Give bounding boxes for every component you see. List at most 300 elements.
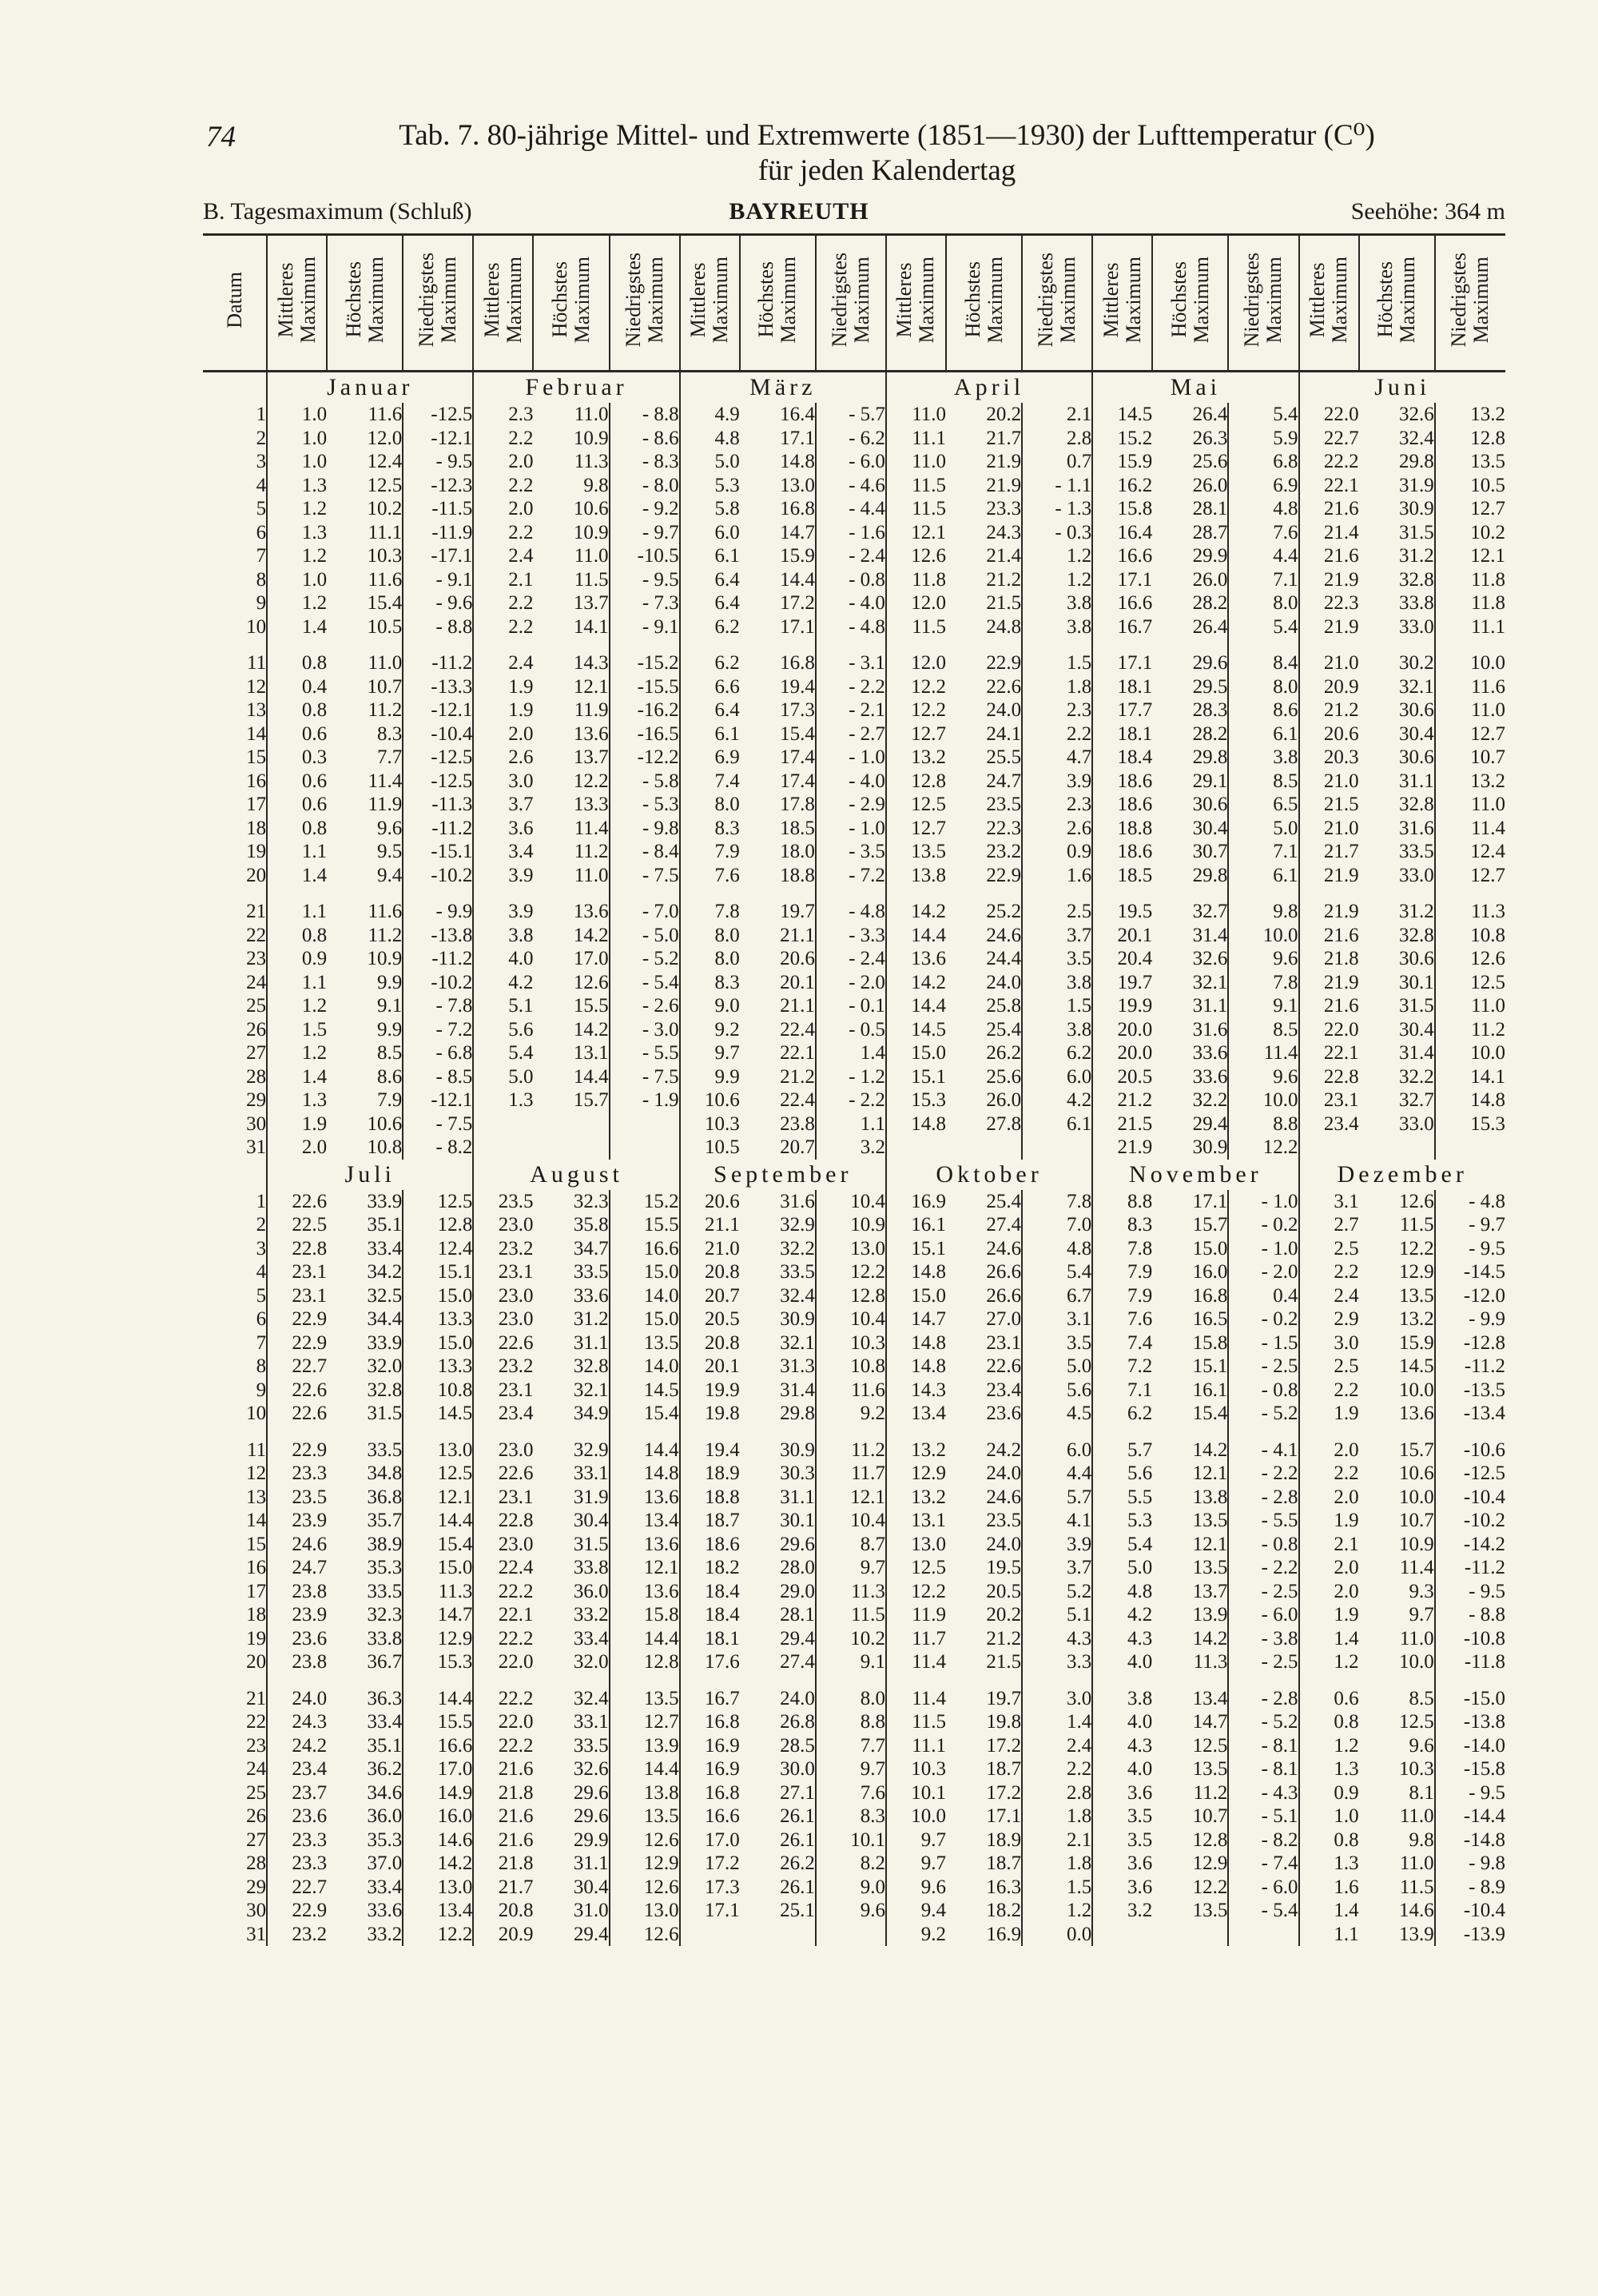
mean-cell: 2.2 (1299, 1379, 1359, 1403)
low-cell: - 1.0 (1228, 1237, 1298, 1261)
low-cell (610, 1136, 680, 1160)
high-cell: 16.3 (986, 1876, 1022, 1898)
high-cell: 26.2 (986, 1042, 1022, 1064)
mean-cell: 0.8 (267, 924, 327, 948)
high-cell: 11.5 (1399, 1876, 1434, 1898)
low-cell: - 8.0 (610, 474, 680, 498)
mean-cell: 11.5 (886, 497, 946, 521)
high-cell: 20.5 (986, 1580, 1022, 1602)
low-cell: 5.6 (1022, 1379, 1092, 1403)
high-cell: 29.8 (1192, 864, 1228, 886)
low-cell: - 8.2 (1228, 1828, 1298, 1852)
low-cell: 9.1 (1228, 994, 1298, 1018)
low-cell: 10.1 (816, 1828, 886, 1852)
low-cell: -11.2 (403, 947, 473, 971)
mean-cell: 7.4 (1092, 1331, 1152, 1355)
low-cell: 9.6 (1228, 1065, 1298, 1089)
high-cell: 33.0 (1398, 864, 1434, 886)
high-cell: 13.7 (1192, 1580, 1228, 1602)
high-cell: 10.9 (573, 521, 609, 543)
day-cell: 7 (256, 1331, 267, 1354)
high-cell: 32.4 (780, 1284, 815, 1307)
high-cell: 21.2 (986, 568, 1022, 591)
high-cell: 13.6 (573, 901, 609, 922)
mean-cell: 12.9 (886, 1462, 946, 1486)
low-cell: 3.8 (1022, 1018, 1092, 1042)
high-cell: 32.5 (367, 1284, 403, 1307)
high-cell: 11.0 (574, 545, 609, 567)
low-cell: 5.4 (1228, 403, 1298, 427)
low-cell: - 5.2 (610, 947, 680, 971)
low-cell: 5.2 (1022, 1580, 1092, 1604)
high-cell: 30.0 (780, 1758, 815, 1780)
low-cell: 10.4 (816, 1509, 886, 1533)
mean-cell: 6.2 (680, 651, 740, 675)
low-cell: 5.4 (1022, 1260, 1092, 1284)
low-cell: 3.0 (1022, 1687, 1092, 1711)
low-cell: -12.5 (403, 770, 473, 794)
table-row (203, 450, 1505, 474)
high-cell: 19.8 (986, 1711, 1022, 1733)
high-cell: 32.9 (780, 1214, 815, 1236)
high-cell: 13.6 (573, 722, 609, 745)
low-cell: 13.3 (403, 1307, 473, 1331)
day-cell: 25 (246, 1781, 267, 1804)
high-cell: 22.3 (986, 817, 1022, 839)
high-cell: 32.0 (367, 1355, 403, 1377)
low-cell: 12.8 (403, 1213, 473, 1237)
high-cell: 26.4 (1192, 615, 1228, 638)
low-cell: 6.9 (1228, 474, 1298, 498)
high-cell: 34.8 (367, 1462, 403, 1484)
mean-cell: 23.5 (473, 1190, 533, 1214)
mean-cell: 23.9 (267, 1509, 327, 1533)
mean-cell: 1.9 (1299, 1402, 1359, 1426)
day-cell: 2 (256, 427, 267, 449)
low-cell: 13.8 (610, 1781, 680, 1805)
high-cell: 21.5 (986, 592, 1022, 614)
low-cell: - 9.9 (403, 900, 473, 924)
mean-cell: 22.1 (1299, 474, 1359, 498)
table-row (203, 1402, 1505, 1426)
mean-cell: 1.2 (267, 591, 327, 615)
mean-cell: 16.6 (1092, 591, 1152, 615)
low-cell: - 5.7 (816, 403, 886, 427)
mean-cell: 22.6 (267, 1402, 327, 1426)
header-low (403, 235, 473, 372)
table-row (203, 1757, 1505, 1781)
table-row (203, 1828, 1505, 1852)
mean-cell: 0.8 (1299, 1710, 1359, 1734)
low-cell: - 8.8 (403, 615, 473, 639)
table-row (203, 1284, 1505, 1308)
table-row (203, 1852, 1505, 1876)
high-cell: 29.4 (1192, 1112, 1228, 1135)
mean-cell: 12.6 (886, 544, 946, 568)
mean-cell: 3.8 (1092, 1687, 1152, 1711)
high-cell: 24.0 (986, 1533, 1022, 1555)
table-row (203, 1331, 1505, 1355)
mean-cell: 18.4 (1092, 746, 1152, 770)
group-spacer (203, 639, 1505, 651)
high-cell: 29.4 (780, 1627, 815, 1649)
low-cell: 8.0 (816, 1687, 886, 1711)
high-cell: 17.1 (780, 615, 815, 638)
high-cell: 33.6 (573, 1284, 609, 1307)
low-cell: 3.2 (816, 1136, 886, 1160)
high-cell: 28.1 (1192, 498, 1228, 519)
month-label: Juni (1299, 372, 1506, 404)
high-cell: 9.3 (1409, 1580, 1434, 1602)
low-cell: 10.2 (816, 1627, 886, 1651)
temperature-table (203, 233, 1505, 1946)
low-cell: 6.0 (1022, 1438, 1092, 1462)
mean-cell: 23.7 (267, 1781, 327, 1805)
day-cell: 12 (246, 675, 267, 698)
mean-cell: 14.2 (886, 971, 946, 995)
mean-cell: 21.9 (1299, 900, 1359, 924)
high-cell: 29.6 (573, 1781, 609, 1804)
high-cell: 11.4 (368, 770, 403, 792)
mean-cell: 18.4 (680, 1603, 740, 1627)
low-cell: 13.2 (1435, 403, 1505, 427)
low-cell: 10.0 (1435, 1041, 1505, 1065)
mean-cell: 4.0 (1092, 1650, 1152, 1674)
low-cell: - 9.9 (1435, 1307, 1505, 1331)
high-cell: 33.6 (1192, 1065, 1228, 1088)
mean-cell: 8.0 (680, 924, 740, 948)
mean-cell: 22.2 (473, 1580, 533, 1604)
table-row (203, 1923, 1505, 1947)
high-cell: 31.5 (367, 1403, 403, 1424)
low-cell: 12.2 (1228, 1136, 1298, 1160)
low-cell: 13.5 (610, 1331, 680, 1355)
high-cell: 27.4 (780, 1651, 815, 1673)
high-cell: 25.8 (986, 995, 1022, 1017)
low-cell: 12.5 (403, 1190, 473, 1214)
low-cell: 8.2 (816, 1852, 886, 1876)
mean-cell: 14.8 (886, 1331, 946, 1355)
mean-cell: 4.9 (680, 403, 740, 427)
low-cell: 10.8 (1435, 924, 1505, 948)
mean-cell: 3.6 (1092, 1781, 1152, 1805)
high-cell: 24.0 (986, 699, 1022, 721)
low-cell: 1.2 (1022, 1899, 1092, 1923)
mean-cell: 3.0 (1299, 1331, 1359, 1355)
table-row (203, 544, 1505, 568)
high-cell: 11.0 (368, 652, 403, 674)
mean-cell: 13.5 (886, 840, 946, 864)
elevation: Seehöhe: 364 m (1350, 198, 1505, 225)
table-row (203, 864, 1505, 888)
high-cell: 24.0 (780, 1687, 815, 1709)
low-cell: 15.3 (1435, 1112, 1505, 1136)
high-cell: 11.0 (574, 864, 609, 886)
high-cell: 17.1 (1192, 1190, 1228, 1212)
mean-cell: 10.3 (886, 1757, 946, 1781)
mean-cell: 12.2 (886, 698, 946, 722)
low-cell: - 2.2 (816, 1088, 886, 1112)
day-cell: 8 (256, 568, 267, 591)
low-cell: -15.2 (610, 651, 680, 675)
high-cell: 13.9 (1192, 1604, 1228, 1626)
mean-cell: 6.4 (680, 591, 740, 615)
table-row (203, 1710, 1505, 1734)
header-low (1228, 235, 1298, 372)
high-cell: 33.4 (367, 1876, 403, 1898)
mean-cell: 11.1 (886, 427, 946, 451)
mean-cell: 22.4 (473, 1556, 533, 1580)
low-cell: - 0.2 (1228, 1307, 1298, 1331)
mean-cell (473, 1136, 533, 1160)
low-cell: - 8.1 (1228, 1757, 1298, 1781)
high-cell: 12.5 (367, 474, 403, 496)
high-cell: 12.8 (1192, 1828, 1228, 1851)
high-cell: 32.9 (573, 1438, 609, 1461)
low-cell: 13.5 (610, 1805, 680, 1828)
high-cell: 26.2 (780, 1852, 815, 1874)
mean-cell: 21.4 (1299, 521, 1359, 545)
mean-cell: 4.3 (1092, 1734, 1152, 1758)
low-cell: 11.3 (1435, 900, 1505, 924)
mean-cell: 23.4 (267, 1757, 327, 1781)
low-cell: 0.4 (1228, 1284, 1298, 1308)
high-cell: 32.2 (1192, 1089, 1228, 1111)
header-mean-label: Mittleres Maximum (892, 257, 939, 344)
low-cell: -10.4 (1435, 1899, 1505, 1923)
high-cell: 8.6 (377, 1065, 403, 1088)
high-cell: 15.8 (1192, 1331, 1228, 1354)
low-cell: -12.5 (403, 746, 473, 770)
high-cell: 38.9 (367, 1533, 403, 1555)
high-cell: 14.2 (573, 924, 609, 946)
low-cell: 3.1 (1022, 1307, 1092, 1331)
low-cell: 12.8 (610, 1650, 680, 1674)
high-cell: 20.7 (780, 1136, 815, 1158)
high-cell: 13.5 (1398, 1284, 1434, 1307)
low-cell: - 2.8 (1228, 1486, 1298, 1510)
mean-cell: 21.8 (473, 1781, 533, 1805)
table-row (203, 651, 1505, 675)
low-cell: - 0.2 (1228, 1213, 1298, 1237)
high-cell: 31.1 (1398, 770, 1434, 792)
header-row (203, 235, 1505, 372)
high-cell: 33.9 (367, 1190, 403, 1212)
low-cell: 8.4 (1228, 651, 1298, 675)
high-cell: 24.1 (986, 722, 1022, 745)
day-cell: 30 (246, 1900, 267, 1921)
low-cell: - 2.5 (1228, 1355, 1298, 1379)
high-cell: 14.2 (1192, 1438, 1228, 1461)
header-mean-label: Mittleres Maximum (1306, 257, 1352, 344)
low-cell: - 5.0 (610, 924, 680, 948)
mean-cell: 21.0 (680, 1237, 740, 1261)
table-row (203, 521, 1505, 545)
table-body (203, 372, 1505, 1947)
high-cell: 31.2 (573, 1308, 609, 1330)
low-cell: 3.3 (1022, 1650, 1092, 1674)
mean-cell: 1.4 (267, 864, 327, 888)
high-cell: 30.9 (1192, 1136, 1228, 1158)
mean-cell: 9.2 (886, 1923, 946, 1947)
high-cell: 12.9 (1398, 1261, 1434, 1283)
low-cell: 11.0 (1435, 793, 1505, 817)
low-cell: 7.8 (1022, 1190, 1092, 1214)
high-cell: 18.8 (780, 864, 815, 886)
high-cell: 30.9 (780, 1438, 815, 1461)
mean-cell: 1.2 (267, 497, 327, 521)
mean-cell: 8.0 (680, 947, 740, 971)
low-cell: 14.8 (610, 1462, 680, 1486)
mean-cell: 1.1 (267, 900, 327, 924)
low-cell: - 5.2 (1228, 1710, 1298, 1734)
high-cell: 22.4 (780, 1089, 815, 1111)
high-cell: 11.0 (1399, 1805, 1434, 1827)
high-cell: 35.1 (367, 1214, 403, 1236)
high-cell: 10.6 (573, 498, 609, 519)
high-cell (1152, 1923, 1228, 1947)
mean-cell: 0.8 (267, 698, 327, 722)
low-cell: 0.7 (1022, 450, 1092, 474)
mean-cell: 0.3 (267, 746, 327, 770)
low-cell: 1.8 (1022, 675, 1092, 699)
table-row (203, 1533, 1505, 1557)
low-cell: -12.0 (1435, 1284, 1505, 1308)
mean-cell: 20.1 (1092, 924, 1152, 948)
low-cell: - 6.0 (816, 450, 886, 474)
low-cell: - 9.5 (1435, 1580, 1505, 1604)
header-low-label: Niedrigstes Maximum (1240, 253, 1286, 348)
low-cell: 14.0 (610, 1284, 680, 1308)
low-cell: - 9.7 (1435, 1213, 1505, 1237)
mean-cell: 12.7 (886, 722, 946, 746)
low-cell: 3.8 (1022, 971, 1092, 995)
mean-cell: 17.0 (680, 1828, 740, 1852)
mean-cell: 23.0 (473, 1438, 533, 1462)
low-cell: 1.2 (1022, 568, 1092, 592)
mean-cell: 11.4 (886, 1687, 946, 1711)
table-row (203, 994, 1505, 1018)
high-cell: 14.8 (780, 451, 815, 472)
low-cell: - 7.2 (403, 1018, 473, 1042)
mean-cell: 21.6 (473, 1828, 533, 1852)
mean-cell: 3.4 (473, 840, 533, 864)
mean-cell: 2.0 (1299, 1580, 1359, 1604)
mean-cell: 12.1 (886, 521, 946, 545)
low-cell: 14.9 (403, 1781, 473, 1805)
low-cell: 14.1 (1435, 1065, 1505, 1089)
low-cell: - 1.0 (816, 746, 886, 770)
low-cell: - 8.2 (403, 1136, 473, 1160)
high-cell: 31.1 (1192, 995, 1228, 1017)
low-cell: - 4.8 (1435, 1190, 1505, 1214)
high-cell: 10.3 (1398, 1758, 1434, 1780)
low-cell: 10.4 (816, 1307, 886, 1331)
mean-cell: 0.6 (267, 722, 327, 746)
high-cell: 17.4 (780, 746, 815, 768)
mean-cell: 22.0 (1299, 1018, 1359, 1042)
low-cell: 8.5 (1228, 770, 1298, 794)
table-row (203, 1462, 1505, 1486)
mean-cell: 12.2 (886, 675, 946, 699)
day-cell: 31 (246, 1136, 267, 1158)
low-cell: 14.5 (610, 1379, 680, 1403)
high-cell: 15.4 (1192, 1403, 1228, 1424)
low-cell: 4.7 (1022, 746, 1092, 770)
mean-cell: 10.3 (680, 1112, 740, 1136)
high-cell: 13.3 (573, 794, 609, 815)
high-cell: 12.0 (367, 427, 403, 449)
mean-cell: 7.4 (680, 770, 740, 794)
mean-cell: 11.9 (886, 1603, 946, 1627)
mean-cell: 9.7 (886, 1852, 946, 1876)
high-cell: 9.9 (377, 971, 403, 993)
high-cell: 32.6 (573, 1758, 609, 1780)
high-cell (946, 1136, 1022, 1160)
high-cell: 11.9 (368, 794, 403, 815)
mean-cell: 17.6 (680, 1650, 740, 1674)
mean-cell: 22.8 (1299, 1065, 1359, 1089)
low-cell: - 4.6 (816, 474, 886, 498)
day-cell: 11 (247, 652, 267, 674)
mean-cell: 0.8 (1299, 1828, 1359, 1852)
mean-cell: 5.0 (680, 450, 740, 474)
low-cell: 12.6 (1435, 947, 1505, 971)
mean-cell: 21.6 (473, 1805, 533, 1828)
high-cell: 31.5 (1398, 995, 1434, 1017)
high-cell: 31.4 (780, 1379, 815, 1401)
high-cell: 13.0 (780, 474, 815, 496)
high-cell: 16.9 (986, 1923, 1022, 1945)
low-cell: - 2.1 (816, 698, 886, 722)
header-low (610, 235, 680, 372)
low-cell: 1.6 (1022, 864, 1092, 888)
mean-cell: 1.0 (267, 427, 327, 451)
low-cell: 11.0 (1435, 698, 1505, 722)
low-cell (610, 1112, 680, 1136)
high-cell: 10.0 (1398, 1486, 1434, 1508)
mean-cell: 16.8 (680, 1781, 740, 1805)
mean-cell: 19.4 (680, 1438, 740, 1462)
mean-cell: 2.0 (1299, 1556, 1359, 1580)
mean-cell: 19.8 (680, 1402, 740, 1426)
high-cell: 29.6 (1192, 652, 1228, 674)
low-cell: -12.1 (403, 1088, 473, 1112)
low-cell: - 2.5 (1228, 1650, 1298, 1674)
low-cell: - 0.8 (1228, 1533, 1298, 1557)
table-row (203, 568, 1505, 592)
low-cell: 10.5 (1435, 474, 1505, 498)
low-cell: 11.1 (1435, 615, 1505, 639)
low-cell: - 5.5 (610, 1041, 680, 1065)
month-row (203, 372, 1505, 404)
mean-cell: 1.3 (267, 521, 327, 545)
mean-cell: 20.6 (680, 1190, 740, 1214)
mean-cell: 13.2 (886, 1486, 946, 1510)
mean-cell: 5.1 (473, 994, 533, 1018)
table-row (203, 1580, 1505, 1604)
high-cell: 15.0 (1192, 1237, 1228, 1259)
low-cell: - 5.4 (610, 971, 680, 995)
low-cell: - 0.8 (816, 568, 886, 592)
high-cell: 34.6 (367, 1781, 403, 1804)
low-cell: -12.1 (403, 427, 473, 451)
mean-cell: 24.2 (267, 1734, 327, 1758)
high-cell: 33.2 (573, 1604, 609, 1626)
low-cell: 10.8 (403, 1379, 473, 1403)
mean-cell: 0.4 (267, 675, 327, 699)
low-cell: - 1.2 (816, 1065, 886, 1089)
